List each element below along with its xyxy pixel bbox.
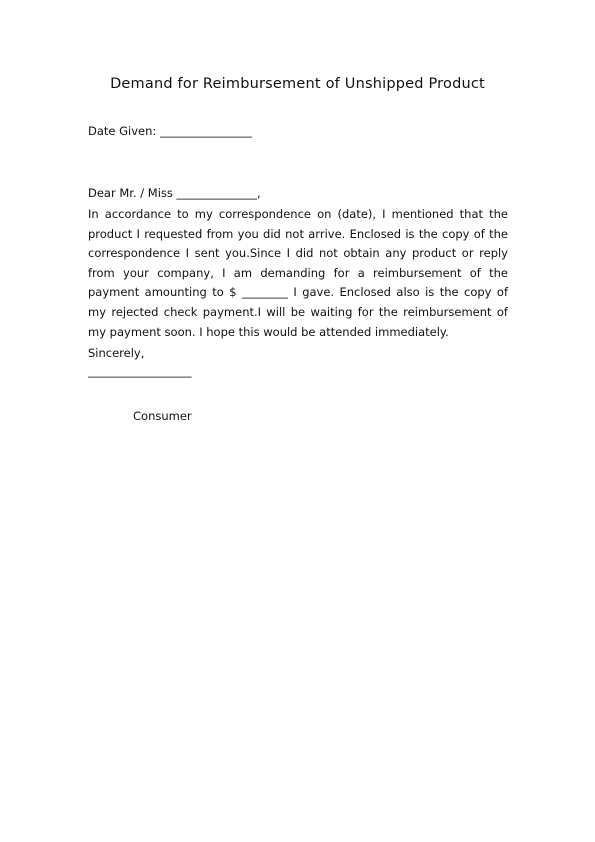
salutation: Dear Mr. / Miss ______________, xyxy=(88,186,261,200)
date-given-line: Date Given: ________________ xyxy=(88,124,252,138)
signature-line: __________________ xyxy=(88,364,192,378)
signature-name: Consumer xyxy=(133,409,192,423)
document-title: Demand for Reimbursement of Unshipped Product xyxy=(110,76,485,92)
letter-body: In accordance to my correspondence on (date), I mentioned that the product I requested from you did not arrive. Enclosed is the copy of the correspondence I sent you.Since I did not obtain any product or reply from your company, I am demanding for a reimbursement of the payment amounting to $ ________ I gave. Enclosed also is the copy of my rejected check payment.I will be waiting for the reimbursement of my payment soon. I hope this would be attended immediately. xyxy=(88,207,508,339)
closing: Sincerely, xyxy=(88,346,145,360)
